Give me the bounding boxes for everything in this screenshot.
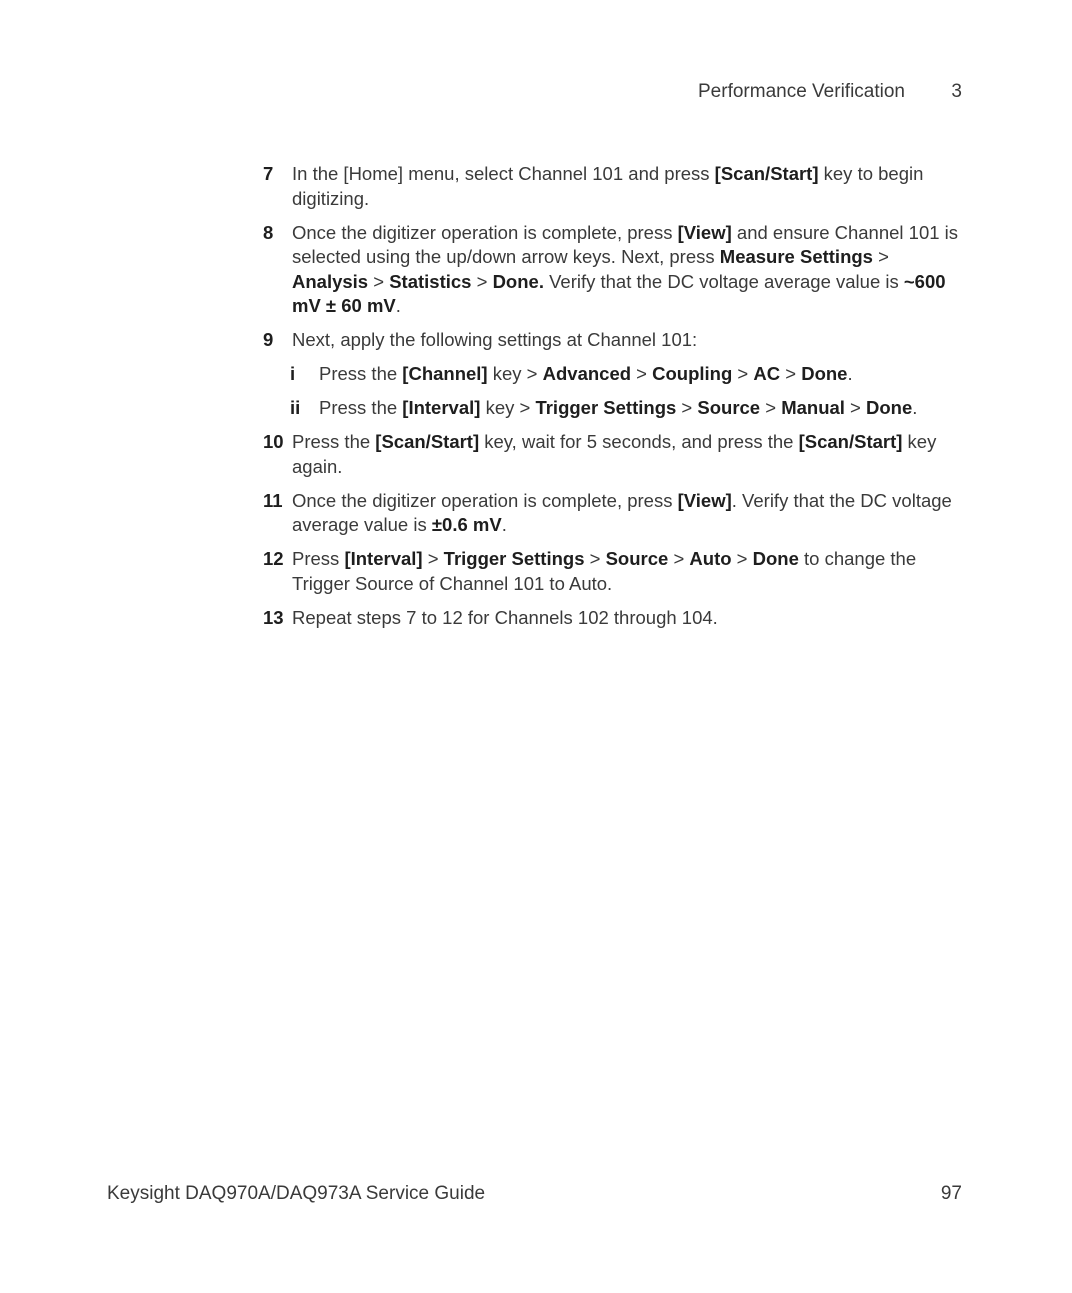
step-number: 8 [263, 221, 274, 243]
chapter-number: 3 [951, 81, 962, 102]
step-text: Once the digitizer operation is complete, press [292, 221, 678, 243]
menu-item: Auto [689, 548, 732, 569]
step-number: 10 [263, 431, 284, 452]
step-text: and ensure Channel 101 is selected using the up/down arrow keys. Next, press [292, 221, 959, 267]
menu-separator: > [872, 246, 889, 267]
step-number: 12 [263, 548, 284, 569]
menu-separator: > [584, 548, 606, 569]
step-12 [262, 547, 962, 596]
expected-value: ~600 mV ± 60 mV [292, 270, 946, 316]
key-name: [View] [677, 489, 732, 511]
step-text: Press the [319, 363, 403, 384]
step-text: . Verify that the DC voltage average value is [292, 489, 952, 535]
key-name: [Interval] [344, 548, 423, 569]
step-text: Once the digitizer operation is complete, press [292, 489, 678, 511]
key-name: [View] [677, 221, 732, 243]
step-8 [262, 221, 962, 319]
step-text: key > [480, 397, 536, 418]
menu-item: Advanced [542, 363, 632, 384]
menu-item: Done [801, 363, 848, 384]
menu-separator: > [631, 363, 653, 384]
step-text: . [395, 295, 401, 316]
step-text: Press the [292, 431, 376, 452]
step-text: Press the [319, 397, 403, 418]
step-text: to change the Trigger Source of Channel 101 to Auto. [292, 548, 917, 594]
menu-separator: > [760, 397, 782, 418]
procedure-steps [262, 162, 962, 640]
menu-item: Measure Settings [719, 246, 873, 267]
menu-separator: > [471, 270, 493, 292]
menu-item: Done [752, 548, 799, 569]
menu-separator: > [780, 363, 802, 384]
menu-separator: > [422, 548, 444, 569]
step-text: Verify that the DC voltage average value is [543, 270, 904, 292]
menu-item: Trigger Settings [443, 548, 585, 569]
menu-item: AC [753, 363, 781, 384]
key-name: [Scan/Start] [798, 431, 903, 452]
step-number: 13 [263, 606, 284, 628]
key-name: [Interval] [402, 397, 481, 418]
running-header [0, 78, 962, 106]
menu-separator: > [676, 397, 698, 418]
step-text: Repeat steps 7 to 12 for Channels 102 through 104. [292, 606, 718, 628]
step-text: . [847, 363, 853, 384]
section-title: Performance Verification [698, 81, 905, 102]
menu-item: Trigger Settings [535, 397, 677, 418]
menu-separator: > [368, 270, 390, 292]
step-text: . [501, 514, 507, 535]
key-name: [Scan/Start] [375, 431, 480, 452]
step-text: key again. [292, 431, 937, 477]
menu-item: Coupling [652, 363, 733, 384]
step-text: key > [487, 363, 543, 384]
step-7 [262, 162, 962, 211]
menu-separator: > [668, 548, 690, 569]
step-number: 11 [263, 489, 283, 511]
step-13 [262, 606, 962, 631]
key-name: [Scan/Start] [714, 163, 819, 184]
menu-item: Statistics [389, 270, 472, 292]
step-text: key to begin digitizing. [292, 163, 924, 209]
step-9 [262, 328, 962, 353]
substep-number: i [290, 363, 296, 384]
running-footer [107, 1180, 962, 1208]
step-11 [262, 489, 962, 538]
step-number: 7 [263, 163, 274, 184]
menu-item: Manual [781, 397, 845, 418]
menu-separator: > [732, 363, 754, 384]
page-number: 97 [940, 1183, 962, 1204]
step-text: Next, apply the following settings at Channel 101: [292, 329, 698, 350]
menu-item: Source [605, 548, 669, 569]
step-text: . [912, 397, 918, 418]
expected-value: ±0.6 mV [431, 514, 502, 535]
substep-ii [232, 396, 962, 421]
menu-separator: > [844, 397, 867, 418]
step-text: key, wait for 5 seconds, and press the [479, 431, 799, 452]
menu-item: Done. [492, 270, 544, 292]
step-number: 9 [263, 329, 274, 350]
step-text: Press [292, 548, 345, 569]
step-10 [262, 430, 962, 479]
menu-separator: > [731, 548, 753, 569]
substep-number: ii [290, 397, 301, 418]
menu-item: Analysis [292, 270, 369, 292]
step-text: In the [Home] menu, select Channel 101 and press [292, 163, 715, 184]
substep-i [232, 362, 962, 387]
document-title: Keysight DAQ970A/DAQ973A Service Guide [107, 1183, 486, 1204]
menu-item: Done [866, 397, 913, 418]
key-name: [Channel] [402, 363, 488, 384]
menu-item: Source [697, 397, 761, 418]
